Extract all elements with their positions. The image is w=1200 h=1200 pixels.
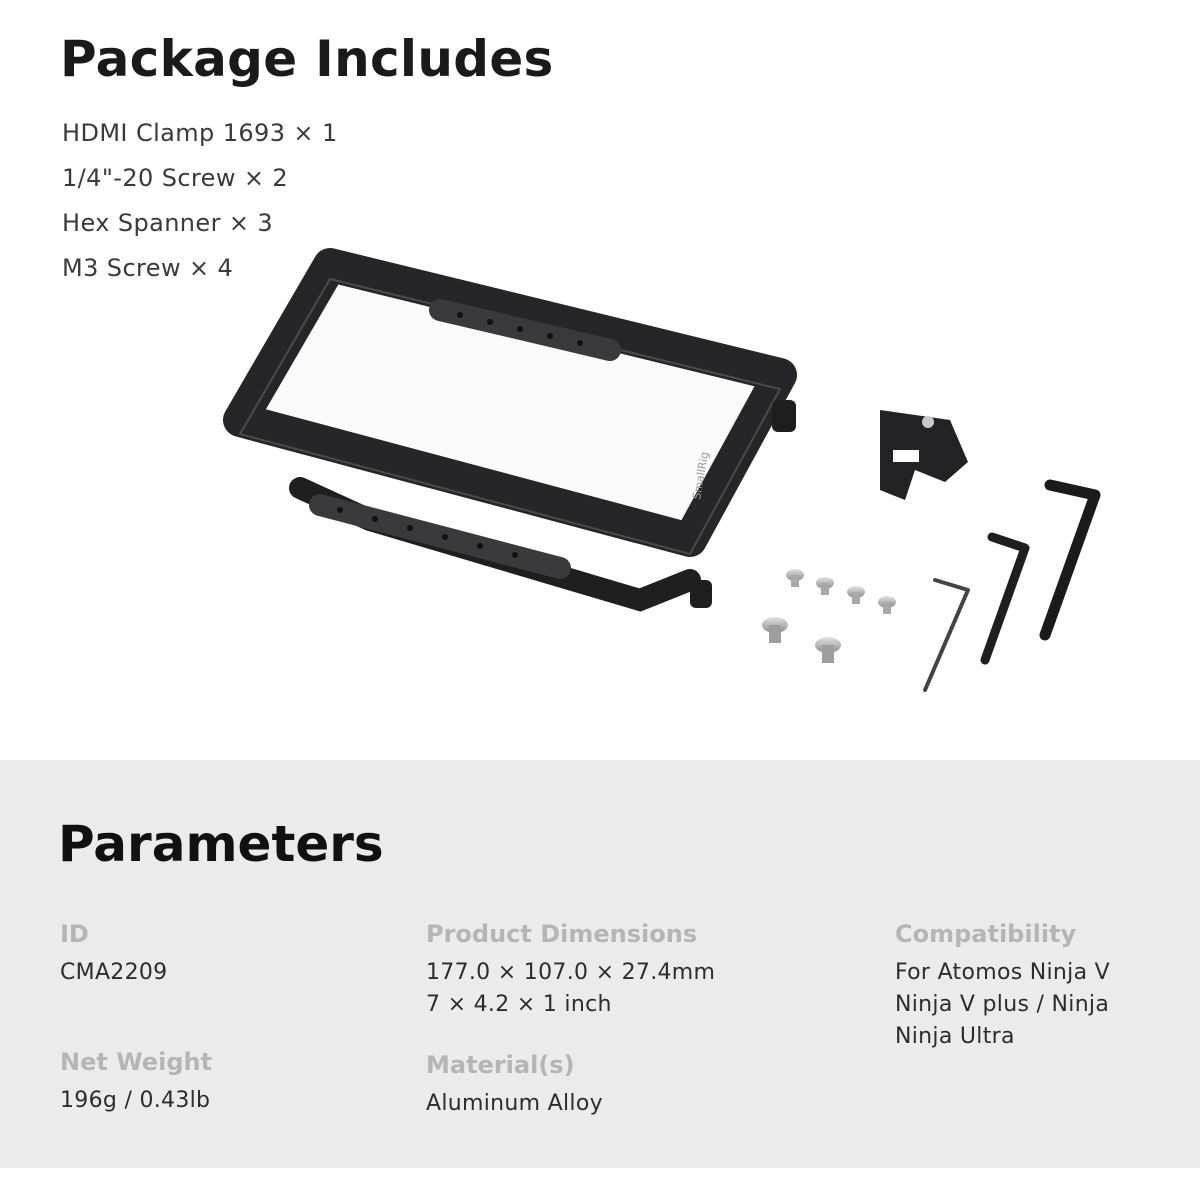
param-id-value: CMA2209 bbox=[60, 960, 168, 985]
param-compatibility-line: Ninja V plus / Ninja bbox=[895, 992, 1110, 1017]
param-dimensions-label: Product Dimensions bbox=[426, 920, 698, 948]
param-dimensions bbox=[426, 917, 715, 1021]
package-item-m3-screw: M3 Screw × 4 bbox=[62, 254, 234, 282]
param-compatibility-line: Ninja Ultra bbox=[895, 1024, 1015, 1049]
param-dimensions-imperial: 7 × 4.2 × 1 inch bbox=[426, 992, 612, 1017]
param-dimensions-metric: 177.0 × 107.0 × 27.4mm bbox=[426, 960, 716, 985]
param-net-weight bbox=[60, 1045, 212, 1117]
package-title: Package Includes bbox=[60, 30, 554, 88]
param-material-label: Material(s) bbox=[426, 1051, 575, 1079]
monitor-cage bbox=[240, 265, 796, 608]
param-compatibility-value bbox=[895, 957, 1110, 1053]
package-item-screw-quarter: 1/4"-20 Screw × 2 bbox=[62, 164, 289, 192]
param-compatibility-line: For Atomos Ninja V bbox=[895, 960, 1111, 985]
hdmi-clamp bbox=[880, 410, 968, 500]
param-material-value: Aluminum Alloy bbox=[426, 1091, 603, 1116]
hex-spanners bbox=[925, 485, 1095, 690]
param-compatibility-label: Compatibility bbox=[895, 920, 1077, 948]
param-id bbox=[60, 917, 167, 989]
param-dimensions-value bbox=[426, 957, 715, 1021]
parameters-section bbox=[0, 760, 1200, 1168]
package-item-hex-spanner: Hex Spanner × 3 bbox=[62, 209, 274, 237]
param-net-weight-label: Net Weight bbox=[60, 1048, 213, 1076]
bottom-margin bbox=[0, 1168, 1200, 1200]
parameters-title: Parameters bbox=[58, 815, 384, 873]
screws bbox=[762, 569, 896, 663]
param-compatibility bbox=[895, 917, 1110, 1053]
param-material bbox=[426, 1048, 603, 1120]
param-net-weight-value: 196g / 0.43lb bbox=[60, 1088, 211, 1113]
param-id-label: ID bbox=[60, 920, 89, 948]
brand-mark: SmallRig bbox=[690, 450, 712, 501]
package-item-hdmi-clamp: HDMI Clamp 1693 × 1 bbox=[62, 119, 338, 147]
